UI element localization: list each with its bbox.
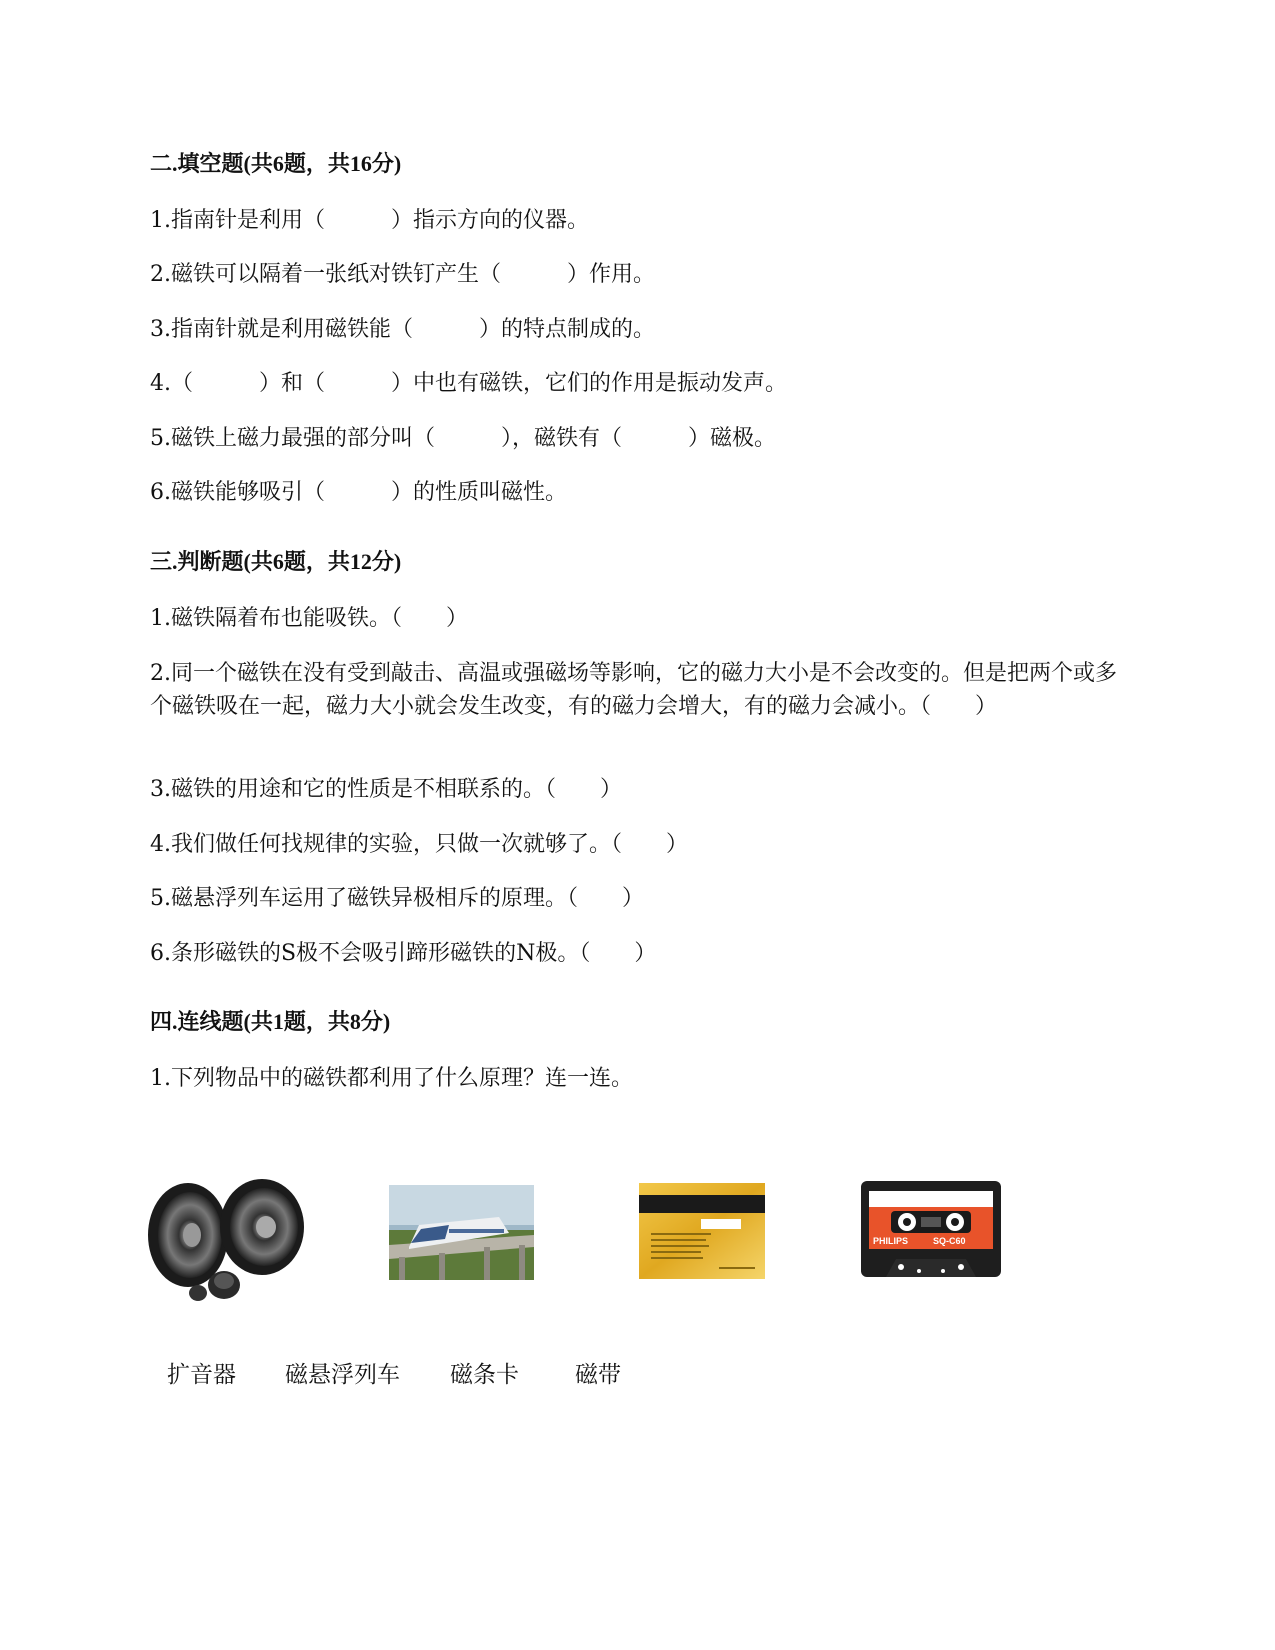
question-item: 5.磁悬浮列车运用了磁铁异极相斥的原理。（ ） (150, 886, 644, 911)
cassette-model-text: SQ-C60 (933, 1236, 966, 1246)
label-magnetic-card: 磁条卡 (450, 1362, 519, 1388)
cassette-brand-text: PHILIPS (873, 1236, 909, 1246)
question-item: 4.（ ）和（ ）中也有磁铁，它们的作用是振动发声。 (150, 371, 787, 396)
section-title-fill-blank: 二.填空题(共6题，共16分) (150, 151, 402, 176)
question-item: 5.磁铁上磁力最强的部分叫（ ），磁铁有（ ）磁极。 (150, 426, 776, 451)
section-title-true-false: 三.判断题(共6题，共12分) (150, 549, 402, 574)
question-item: 6.条形磁铁的S极不会吸引蹄形磁铁的N极。（ ） (150, 941, 657, 966)
speaker-image (146, 1175, 316, 1305)
question-item: 4.我们做任何找规律的实验，只做一次就够了。（ ） (150, 832, 688, 857)
cassette-tape-image (861, 1181, 1001, 1277)
maglev-train-image (389, 1185, 534, 1280)
magnetic-card-image (639, 1183, 765, 1279)
question-item: 3.磁铁的用途和它的性质是不相联系的。（ ） (150, 777, 622, 802)
question-item: 1.指南针是利用（ ）指示方向的仪器。 (150, 208, 589, 233)
question-item: 3.指南针就是利用磁铁能（ ）的特点制成的。 (150, 317, 655, 342)
label-maglev-train: 磁悬浮列车 (285, 1362, 400, 1388)
question-item: 2.磁铁可以隔着一张纸对铁钉产生（ ）作用。 (150, 262, 655, 287)
question-item: 6.磁铁能够吸引（ ）的性质叫磁性。 (150, 480, 567, 505)
label-cassette-tape: 磁带 (575, 1362, 621, 1388)
label-loudspeaker: 扩音器 (167, 1362, 236, 1388)
question-item: 1.下列物品中的磁铁都利用了什么原理？连一连。 (150, 1066, 633, 1091)
question-item: 1.磁铁隔着布也能吸铁。（ ） (150, 606, 468, 631)
question-item: 2.同一个磁铁在没有受到敲击、高温或强磁场等影响，它的磁力大小是不会改变的。但是把两个或多个磁铁吸在一起，磁力大小就会发生改变，有的磁力会增大，有的磁力会减小。（ ） (150, 661, 1117, 719)
section-title-matching: 四.连线题(共1题，共8分) (150, 1009, 391, 1034)
